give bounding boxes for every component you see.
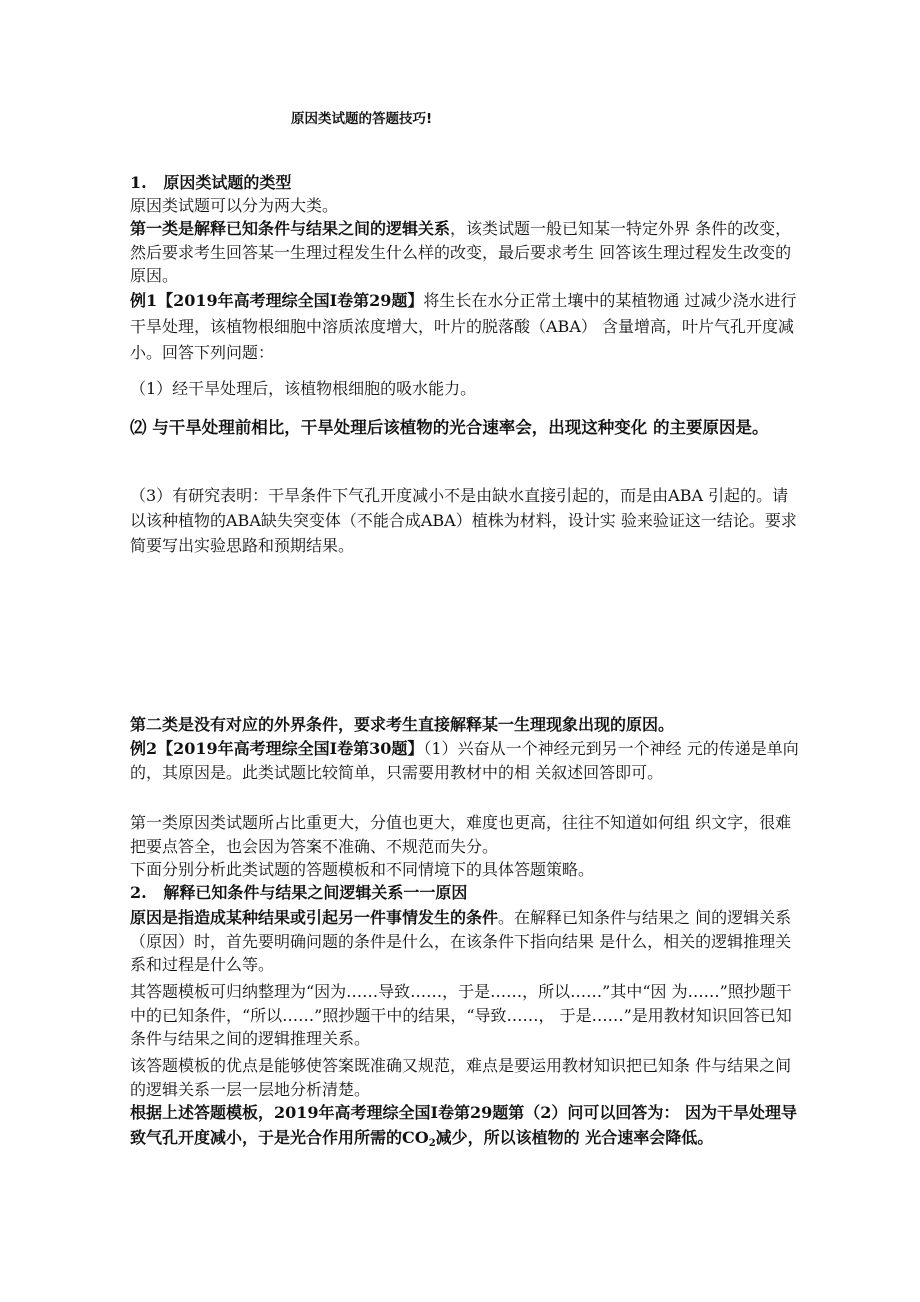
answer-text-part-1: 根据上述答题模板，2019年高考理综全国I卷第29题第（2）问可以回答为： 因为干旱处理导致气孔开度减小，于是光合作用所需的CO: [130, 1103, 797, 1147]
example-1-text: 将生长在水分正常土壤中的某植物通 过减少浇水进行干旱处理，该植物根细胞中溶质浓度增大，叶片的脱落酸（ABA） 含量增高，叶片气孔开度减小。回答下列问题：: [130, 291, 797, 362]
document-title: 原因类试题的答题技巧!: [291, 111, 433, 127]
question-3: （3）有研究表明：干旱条件下气孔开度减小不是由缺水直接引起的，而是由ABA 引起的。请以该种植物的ABA缺失突变体（不能合成ABA）植株为材料，设计实 验来验证这一结论。要求简要写出实验思路和预期结果。: [130, 486, 797, 555]
answer-text-part-2: 减少，所以该植物的 光合速率会降低。: [435, 1127, 714, 1147]
merit-paragraph: 该答题模板的优点是能够使答案既准确又规范，难点是要运用教材知识把已知条 件与结果之间的逻辑关系一层一层地分析清楚。: [130, 1056, 792, 1099]
category-2-paragraph: 第二类是没有对应的外界条件，要求考生直接解释某一生理现象出现的原因。: [130, 715, 675, 734]
definition-lead: 原因是指造成某种结果或引起另一件事情发生的条件: [130, 908, 499, 927]
example-2-label: 例2【2019年高考理综全国I卷第30题】: [130, 739, 424, 758]
answer-subscript: 2: [428, 1137, 436, 1149]
category-1-lead: 第一类是解释已知条件与结果之间的逻辑关系: [130, 219, 451, 238]
category-1-paragraph: [130, 217, 800, 288]
comparison-paragraph: 第一类原因类试题所占比重更大，分值也更大，难度也更高，往往不知道如何组 织文字，很难把要点答全，也会因为答案不准确、不规范而失分。: [130, 813, 792, 856]
example-1-label: 例1【2019年高考理综全国I卷第29题】: [130, 291, 424, 310]
category-1-text: ，该类试题一般已知某一特定外界 条件的改变，然后要求考生回答某一生理过程发生什么样的改变，最后要求考生 回答该生理过程发生改变的原因。: [130, 219, 792, 285]
template-paragraph: 其答题模板可归纳整理为“因为……导致……，于是……，所以……”其中“因 为……”照抄题干中的已知条件，“所以……”照抄题干中的结果，“导致……， 于是……”是用教材知识回答已知条件与结果之间的逻辑推理关系。: [130, 982, 792, 1048]
next-paragraph: 下面分别分析此类试题的答题模板和不同情境下的具体答题策略。: [130, 860, 595, 879]
definition-text: 。在解释已知条件与结果之 间的逻辑关系（原因）时，首先要明确问题的条件是什么，在该条件下指向结果 是什么，相关的逻辑推理关系和过程是什么等。: [130, 908, 792, 974]
example-1-paragraph: [130, 288, 800, 366]
definition-paragraph: [130, 906, 800, 977]
section-1-heading: 1. 原因类试题的类型: [130, 173, 292, 192]
section-2-heading: 2. 解释已知条件与结果之间逻辑关系一一原因: [130, 883, 468, 902]
answer-paragraph: [130, 1101, 800, 1150]
question-1: （1）经干旱处理后，该植物根细胞的吸水能力。: [130, 379, 477, 398]
example-2-paragraph: [130, 737, 800, 784]
question-2: ⑵ 与干旱处理前相比，干旱处理后该植物的光合速率会，出现这种变化 的主要原因是。: [130, 418, 769, 437]
intro-paragraph: 原因类试题可以分为两大类。: [130, 196, 339, 215]
example-2-text: （1）兴奋从一个神经元到另一个神经 元的传递是单向的，其原因是。此类试题比较简单，只需要用教材中的相 关叙述回答即可。: [130, 739, 799, 782]
